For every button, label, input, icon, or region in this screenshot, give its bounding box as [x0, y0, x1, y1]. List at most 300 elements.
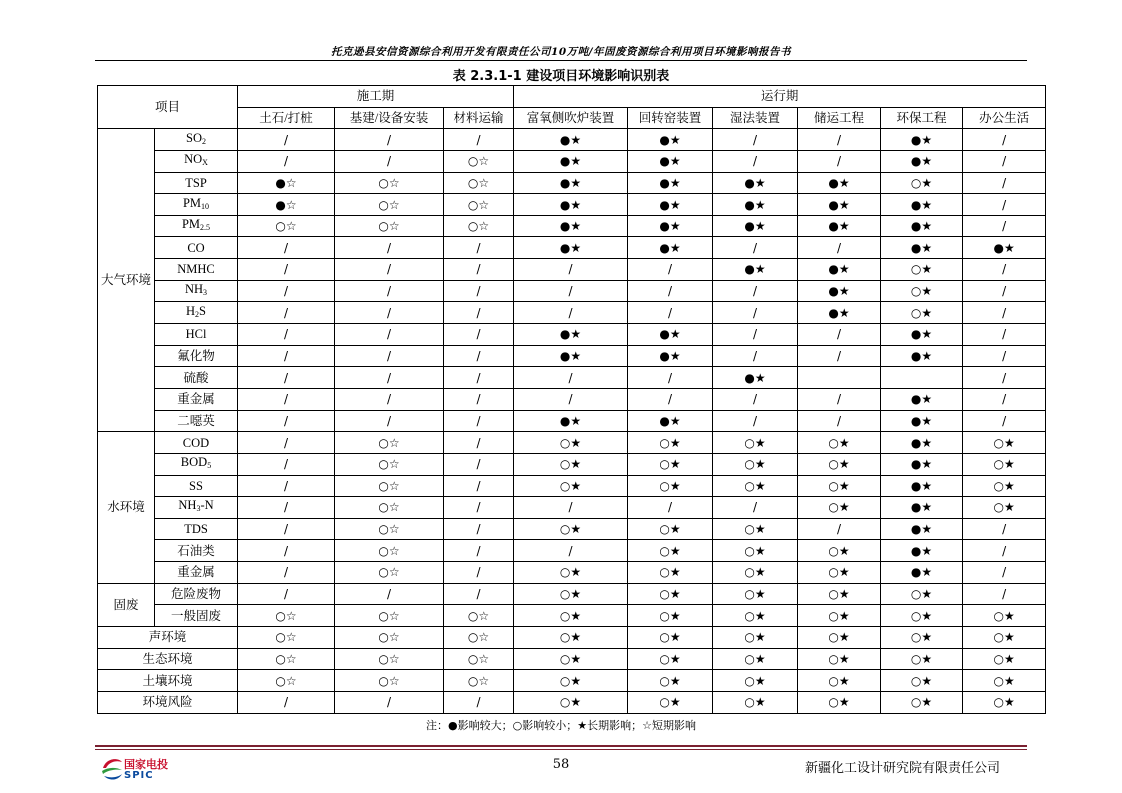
table-row — [98, 324, 1046, 346]
impact-cell: ●★ — [713, 259, 798, 281]
header-row-columns — [98, 107, 1046, 129]
impact-cell: ○★ — [881, 670, 963, 692]
impact-cell: ●★ — [514, 410, 628, 432]
impact-cell: / — [238, 280, 335, 302]
impact-cell: / — [238, 475, 335, 497]
impact-cell: ●★ — [628, 324, 713, 346]
impact-cell: ○★ — [881, 605, 963, 627]
impact-cell: / — [335, 237, 444, 259]
table-row — [98, 367, 1046, 389]
impact-cell: ○★ — [514, 691, 628, 713]
impact-cell: ●★ — [881, 540, 963, 562]
impact-cell: / — [628, 388, 713, 410]
impact-cell: ○★ — [798, 432, 881, 454]
impact-cell: ●★ — [798, 215, 881, 237]
impact-cell: / — [963, 410, 1046, 432]
impact-cell: / — [444, 237, 514, 259]
impact-cell: ○★ — [798, 648, 881, 670]
table-row — [98, 410, 1046, 432]
table-row — [98, 302, 1046, 324]
impact-cell: / — [514, 497, 628, 519]
impact-cell: / — [444, 583, 514, 605]
impact-cell: ●★ — [881, 215, 963, 237]
impact-cell: ○☆ — [238, 670, 335, 692]
header-rule — [95, 60, 1027, 61]
impact-cell: / — [713, 345, 798, 367]
impact-cell: ○★ — [713, 432, 798, 454]
impact-cell: / — [963, 280, 1046, 302]
impact-cell: ○★ — [628, 432, 713, 454]
impact-cell: / — [238, 259, 335, 281]
impact-cell: / — [798, 129, 881, 151]
factor-cell — [155, 194, 238, 216]
impact-cell: ●★ — [798, 194, 881, 216]
impact-cell: / — [238, 150, 335, 172]
impact-cell: / — [798, 150, 881, 172]
impact-cell: / — [713, 237, 798, 259]
impact-cell: / — [713, 302, 798, 324]
impact-cell: ●★ — [713, 215, 798, 237]
footer-rule — [95, 745, 1027, 747]
impact-cell: / — [713, 410, 798, 432]
impact-cell: / — [444, 302, 514, 324]
impact-cell: / — [238, 518, 335, 540]
impact-cell: ○☆ — [444, 194, 514, 216]
impact-cell: ○☆ — [335, 627, 444, 649]
legend-note: 注：●影响较大；○影响较小；★长期影响；☆短期影响 — [426, 719, 696, 732]
impact-cell: ●★ — [514, 129, 628, 151]
impact-cell: ○★ — [713, 453, 798, 475]
factor-cell — [155, 453, 238, 475]
impact-cell: / — [963, 302, 1046, 324]
impact-cell: ○☆ — [335, 648, 444, 670]
impact-cell: ○☆ — [444, 648, 514, 670]
table-row — [98, 605, 1046, 627]
impact-cell: ○★ — [713, 605, 798, 627]
table-row — [98, 648, 1046, 670]
impact-cell: ○★ — [713, 562, 798, 584]
impact-cell: ○☆ — [335, 172, 444, 194]
impact-cell: ○★ — [713, 475, 798, 497]
factor-name: TSP — [185, 175, 207, 190]
impact-cell: / — [238, 540, 335, 562]
impact-cell: / — [335, 691, 444, 713]
impact-cell: ○★ — [514, 475, 628, 497]
impact-cell: ○★ — [881, 691, 963, 713]
impact-identification-table — [97, 85, 1046, 714]
factor-name: 重金属 — [177, 392, 215, 407]
impact-cell: ○★ — [798, 670, 881, 692]
impact-cell: ●★ — [514, 345, 628, 367]
impact-cell: ●★ — [881, 345, 963, 367]
company-name: 新疆化工设计研究院有限责任公司 — [804, 761, 1000, 776]
header-row-groups — [98, 86, 1046, 108]
column-header: 材料运输 — [444, 107, 514, 129]
impact-cell: ●★ — [713, 194, 798, 216]
impact-cell: ●★ — [628, 172, 713, 194]
impact-cell: ●★ — [881, 562, 963, 584]
factor-name: SS — [189, 478, 203, 493]
table-row — [98, 345, 1046, 367]
impact-cell: ○★ — [514, 562, 628, 584]
impact-cell: ○★ — [514, 453, 628, 475]
impact-cell: ○★ — [628, 605, 713, 627]
factor-cell — [155, 583, 238, 605]
impact-cell: ○★ — [628, 540, 713, 562]
category-cell: 土壤环境 — [98, 670, 238, 692]
impact-cell: / — [238, 237, 335, 259]
impact-cell: / — [444, 453, 514, 475]
impact-cell: ●★ — [963, 237, 1046, 259]
impact-cell: ○★ — [881, 627, 963, 649]
table-row — [98, 150, 1046, 172]
impact-cell: ○★ — [713, 583, 798, 605]
factor-name: H — [186, 303, 196, 318]
factor-cell — [155, 432, 238, 454]
factor-name: CO — [187, 240, 205, 255]
impact-cell: ●★ — [881, 194, 963, 216]
impact-cell: / — [514, 540, 628, 562]
factor-name: NMHC — [177, 262, 215, 277]
impact-cell: ○★ — [514, 605, 628, 627]
impact-cell: / — [444, 497, 514, 519]
impact-cell: / — [963, 194, 1046, 216]
impact-cell: / — [335, 345, 444, 367]
impact-cell: ○★ — [628, 583, 713, 605]
impact-cell: ●★ — [798, 280, 881, 302]
impact-cell: ○☆ — [335, 670, 444, 692]
impact-cell: / — [238, 367, 335, 389]
impact-cell: ●★ — [881, 324, 963, 346]
impact-cell: ○☆ — [335, 215, 444, 237]
impact-cell: / — [238, 410, 335, 432]
impact-cell: ●★ — [628, 129, 713, 151]
impact-cell: / — [963, 583, 1046, 605]
impact-cell: / — [713, 150, 798, 172]
table-row — [98, 453, 1046, 475]
impact-cell: / — [628, 280, 713, 302]
impact-cell: ○★ — [963, 627, 1046, 649]
impact-cell: / — [238, 583, 335, 605]
impact-cell: / — [713, 324, 798, 346]
factor-name: HCl — [185, 327, 207, 342]
factor-subscript: 2 — [202, 136, 206, 146]
impact-cell: / — [444, 324, 514, 346]
table-row — [98, 627, 1046, 649]
impact-cell: ○★ — [881, 583, 963, 605]
factor-cell — [155, 259, 238, 281]
impact-cell: / — [444, 691, 514, 713]
impact-cell: / — [444, 518, 514, 540]
impact-cell: / — [238, 302, 335, 324]
category-cell: 生态环境 — [98, 648, 238, 670]
impact-cell: / — [628, 367, 713, 389]
column-header: 回转窑装置 — [628, 107, 713, 129]
impact-cell: / — [628, 302, 713, 324]
impact-cell: / — [444, 345, 514, 367]
factor-subscript: X — [202, 158, 208, 168]
impact-cell: / — [335, 583, 444, 605]
factor-cell — [155, 605, 238, 627]
impact-cell: / — [963, 150, 1046, 172]
factor-name: PM — [181, 217, 201, 232]
impact-cell: / — [798, 518, 881, 540]
impact-cell: ○★ — [628, 670, 713, 692]
impact-cell: ○☆ — [335, 540, 444, 562]
impact-cell: ●★ — [628, 237, 713, 259]
impact-cell: / — [963, 129, 1046, 151]
impact-cell: ●★ — [881, 388, 963, 410]
table-row — [98, 562, 1046, 584]
impact-cell: / — [444, 475, 514, 497]
impact-cell: ○★ — [628, 691, 713, 713]
impact-cell: ○★ — [514, 670, 628, 692]
impact-cell: ●★ — [628, 410, 713, 432]
factor-name: NH — [184, 282, 204, 297]
impact-cell: / — [444, 367, 514, 389]
impact-cell: / — [798, 345, 881, 367]
factor-name: COD — [182, 435, 210, 450]
factor-name: 氟化物 — [177, 349, 215, 363]
impact-cell: / — [514, 259, 628, 281]
column-header: 基建/设备安装 — [335, 107, 444, 129]
factor-name: 硫酸 — [183, 370, 209, 385]
table-row — [98, 172, 1046, 194]
impact-cell: ●★ — [881, 150, 963, 172]
impact-cell: ●★ — [798, 259, 881, 281]
impact-cell: ○☆ — [444, 627, 514, 649]
impact-cell: ●★ — [798, 172, 881, 194]
factor-cell — [155, 540, 238, 562]
factor-name: 危险废物 — [171, 587, 222, 602]
impact-cell: ●★ — [628, 194, 713, 216]
impact-cell: / — [444, 432, 514, 454]
impact-cell: ●★ — [881, 129, 963, 151]
factor-cell — [155, 518, 238, 540]
impact-cell: ○★ — [963, 670, 1046, 692]
impact-cell: / — [963, 345, 1046, 367]
impact-cell: ●★ — [514, 150, 628, 172]
impact-cell: ○★ — [514, 583, 628, 605]
impact-cell: ●★ — [514, 172, 628, 194]
impact-cell: / — [444, 129, 514, 151]
impact-cell: / — [713, 388, 798, 410]
impact-cell: ○★ — [514, 518, 628, 540]
factor-name: SO — [186, 130, 202, 145]
impact-cell: ○★ — [963, 497, 1046, 519]
factor-cell — [155, 129, 238, 151]
impact-cell: ○★ — [628, 627, 713, 649]
logo-text-en: SPIC — [124, 770, 154, 781]
impact-cell: ○☆ — [335, 518, 444, 540]
logo-text-cn: 国家电投 — [124, 758, 168, 771]
impact-cell: / — [963, 172, 1046, 194]
table-row — [98, 540, 1046, 562]
table-row — [98, 497, 1046, 519]
impact-cell: / — [963, 388, 1046, 410]
table-row — [98, 432, 1046, 454]
impact-cell: ●★ — [628, 345, 713, 367]
factor-suffix: S — [199, 303, 206, 318]
impact-cell: ○★ — [628, 562, 713, 584]
footer-rule-thin — [95, 749, 1027, 750]
impact-cell: ○☆ — [444, 172, 514, 194]
impact-cell: / — [335, 280, 444, 302]
impact-cell: / — [335, 150, 444, 172]
impact-cell: ○★ — [881, 280, 963, 302]
impact-cell: / — [628, 259, 713, 281]
impact-cell: / — [628, 497, 713, 519]
impact-cell: ●★ — [628, 150, 713, 172]
impact-cell: ○★ — [963, 691, 1046, 713]
page-number: 58 — [552, 757, 570, 772]
impact-cell: / — [514, 388, 628, 410]
impact-cell: ○☆ — [335, 475, 444, 497]
impact-cell: / — [514, 367, 628, 389]
impact-cell: ○★ — [881, 172, 963, 194]
factor-name: PM — [182, 195, 202, 210]
factor-subscript: 3 — [196, 504, 201, 514]
table-row — [98, 388, 1046, 410]
table-row — [98, 237, 1046, 259]
impact-cell: ○☆ — [335, 497, 444, 519]
impact-cell: / — [514, 302, 628, 324]
impact-cell: / — [444, 280, 514, 302]
impact-cell: / — [335, 302, 444, 324]
factor-cell — [155, 497, 238, 519]
factor-cell — [155, 345, 238, 367]
impact-cell — [881, 367, 963, 389]
impact-cell: / — [963, 324, 1046, 346]
impact-cell: ○★ — [713, 540, 798, 562]
impact-cell: / — [238, 691, 335, 713]
impact-cell: / — [963, 259, 1046, 281]
impact-cell: ●★ — [881, 453, 963, 475]
impact-cell: ○☆ — [444, 215, 514, 237]
category-cell: 声环境 — [98, 627, 238, 649]
factor-name: TDS — [184, 522, 208, 537]
factor-cell — [155, 562, 238, 584]
factor-cell — [155, 172, 238, 194]
impact-cell: / — [238, 432, 335, 454]
impact-cell: ○★ — [963, 648, 1046, 670]
item-header: 项目 — [98, 86, 238, 129]
construction-period-header: 施工期 — [238, 86, 514, 108]
table-row — [98, 259, 1046, 281]
impact-cell: / — [444, 562, 514, 584]
impact-cell: / — [798, 237, 881, 259]
table-row — [98, 670, 1046, 692]
factor-subscript: 10 — [201, 201, 210, 211]
table-row — [98, 194, 1046, 216]
column-header: 储运工程 — [798, 107, 881, 129]
report-header-title: 托克逊县安信资源综合利用开发有限责任公司10万吨/年固废资源综合利用项目环境影响报告书 — [331, 46, 791, 58]
impact-cell: ○★ — [881, 259, 963, 281]
impact-cell: ○☆ — [444, 605, 514, 627]
factor-cell — [155, 237, 238, 259]
factor-cell — [155, 388, 238, 410]
impact-cell: ●★ — [713, 172, 798, 194]
impact-cell: ○★ — [963, 432, 1046, 454]
factor-cell — [155, 324, 238, 346]
factor-subscript: 2.5 — [200, 223, 211, 233]
impact-cell: / — [798, 324, 881, 346]
impact-cell: ○★ — [798, 627, 881, 649]
impact-cell: / — [335, 324, 444, 346]
impact-cell: ●★ — [881, 475, 963, 497]
column-header: 湿法装置 — [713, 107, 798, 129]
impact-cell: / — [238, 388, 335, 410]
impact-cell: ●★ — [713, 367, 798, 389]
impact-cell: / — [713, 129, 798, 151]
impact-cell: ●★ — [514, 215, 628, 237]
factor-cell — [155, 302, 238, 324]
factor-name: 二噁英 — [177, 413, 215, 428]
factor-subscript: 2 — [195, 309, 200, 319]
impact-cell: / — [335, 367, 444, 389]
impact-cell: / — [713, 497, 798, 519]
factor-cell — [155, 410, 238, 432]
impact-cell: / — [238, 345, 335, 367]
impact-cell: ●★ — [514, 194, 628, 216]
impact-cell: ●★ — [798, 302, 881, 324]
table-row — [98, 583, 1046, 605]
impact-cell: ○★ — [881, 302, 963, 324]
impact-cell: / — [335, 129, 444, 151]
impact-cell: ○★ — [713, 648, 798, 670]
factor-name: NO — [184, 152, 203, 167]
factor-cell — [155, 280, 238, 302]
impact-cell: ○★ — [798, 583, 881, 605]
impact-cell: / — [335, 259, 444, 281]
impact-cell: / — [335, 388, 444, 410]
impact-cell: ○★ — [798, 540, 881, 562]
impact-cell: / — [963, 540, 1046, 562]
category-cell: 固废 — [98, 583, 155, 626]
factor-cell — [155, 215, 238, 237]
factor-subscript: 3 — [203, 288, 208, 298]
impact-cell: ●★ — [881, 410, 963, 432]
factor-name: 重金属 — [177, 565, 215, 580]
impact-cell: ○☆ — [238, 648, 335, 670]
impact-cell: ○☆ — [335, 194, 444, 216]
impact-cell: / — [238, 497, 335, 519]
factor-name: BOD — [180, 455, 208, 470]
impact-cell: / — [713, 280, 798, 302]
impact-cell: / — [444, 388, 514, 410]
impact-cell: ○★ — [798, 691, 881, 713]
factor-cell — [155, 367, 238, 389]
impact-cell: ○★ — [713, 691, 798, 713]
impact-cell: ○★ — [881, 648, 963, 670]
factor-name: NH — [178, 498, 197, 513]
table-row — [98, 691, 1046, 713]
impact-cell: ○★ — [514, 432, 628, 454]
impact-cell: / — [238, 129, 335, 151]
impact-cell: / — [238, 562, 335, 584]
impact-cell: / — [798, 388, 881, 410]
column-header: 富氧侧吹炉装置 — [514, 107, 628, 129]
impact-cell: / — [444, 410, 514, 432]
impact-cell: / — [963, 562, 1046, 584]
table-row — [98, 215, 1046, 237]
impact-cell — [798, 367, 881, 389]
impact-cell: ○★ — [628, 648, 713, 670]
impact-cell: ○★ — [798, 453, 881, 475]
impact-cell: ○☆ — [444, 670, 514, 692]
impact-cell: ○★ — [798, 497, 881, 519]
impact-cell: ●★ — [881, 518, 963, 540]
